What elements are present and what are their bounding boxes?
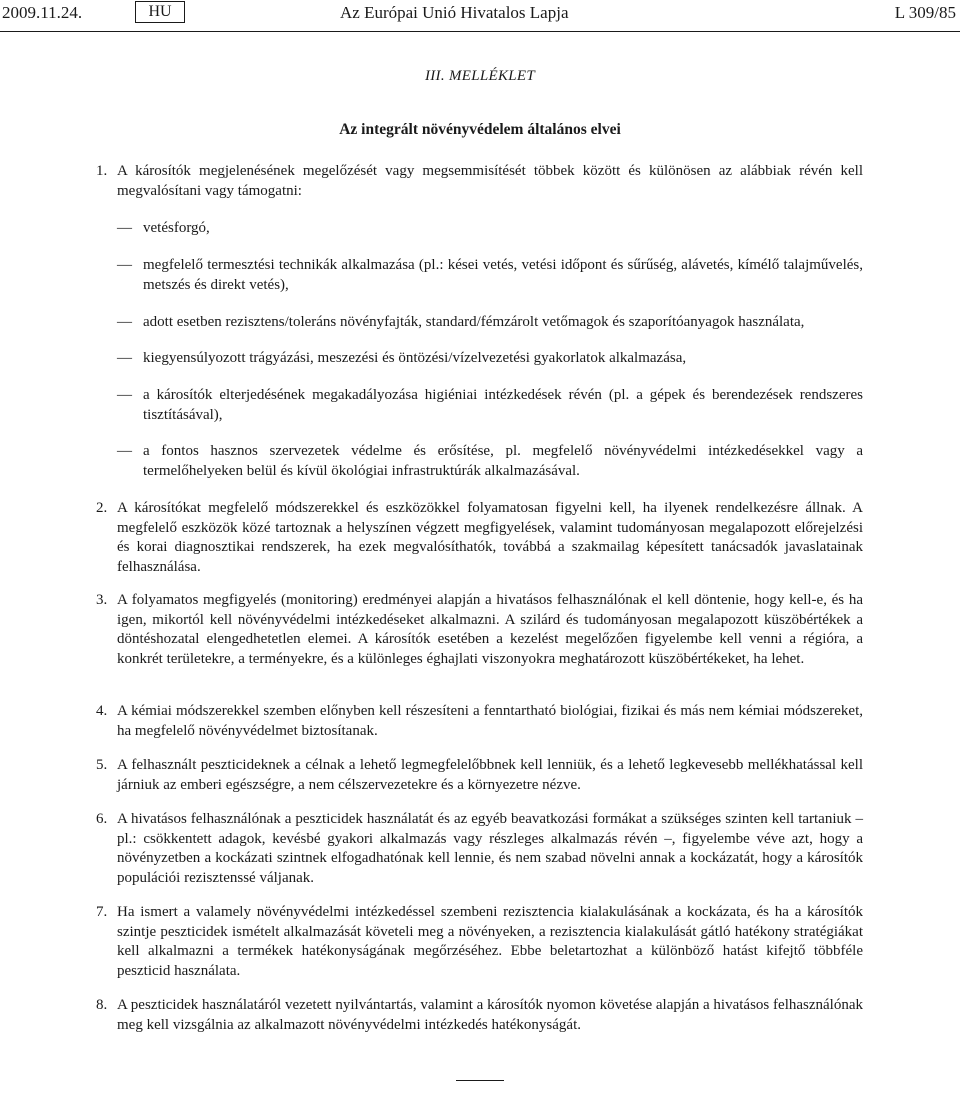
dash-item-text: vetésforgó, <box>143 220 210 236</box>
dash-mark: — <box>117 257 132 273</box>
item-text: Ha ismert a valamely növényvédelmi intézkedéssel szembeni rezisztencia kialakulásának a kockázata, és ha a károsítók szintje peszticidek ismételt alkalmazását követeli meg a növényeken, a rezisztencia kialakulását gátló hatékony stratégiákat kell alkalmazni a termékek hatékonyságának megőrzéséhez. Ebbe beletartozhat a különböző hatást kifejtő többféle peszticid használata. <box>117 904 863 979</box>
item-text: A károsítók megjelenésének megelőzését vagy megsemmisítését többek között és különösen az alábbiak révén kell megvalósítani vagy támogatni: <box>117 163 863 199</box>
list-item <box>96 996 863 1035</box>
header-rule <box>0 31 960 32</box>
item-number: 1. <box>96 163 108 179</box>
dash-item-text: adott esetben rezisztens/toleráns növényfajták, standard/fémzárolt vetőmagok és szaporítóanyagok használata, <box>143 314 805 330</box>
item-number: 8. <box>96 997 108 1013</box>
dash-item <box>117 442 863 481</box>
dash-mark: — <box>117 220 132 236</box>
annex-heading: III. MELLÉKLET <box>424 68 536 84</box>
list-item <box>96 162 863 201</box>
dash-item-text: kiegyensúlyozott trágyázási, meszezési és öntözési/vízelvezetési gyakorlatok alkalmazása, <box>143 350 687 366</box>
item-number: 3. <box>96 592 108 608</box>
list-item <box>96 810 863 888</box>
footer-rule <box>456 1080 504 1081</box>
item-text: A hivatásos felhasználónak a peszticidek használatát és az egyéb beavatkozási formákat a szükséges szinten kell tartaniuk – pl.: csökkentett adagok, kevésbé gyakori alkalmazás vagy részleges alkalmazás révén –, figyelembe véve azt, hogy a növényzetben a kockázati szintnek elfogadhatónak kell lennie, és nem szabad növelni annak a kockázatát, hogy a károsítók populációi rezisztenssé váljanak. <box>117 811 863 886</box>
page-reference: L 309/85 <box>894 3 956 22</box>
item-text: A felhasznált peszticideknek a célnak a lehető legmegfelelőbbnek kell lenniük, és a lehető legkevesebb mellékhatással kell járniuk az emberi egészségre, a nem célszervezetekre és a környezetre nézve. <box>117 757 863 793</box>
dash-item <box>117 256 863 295</box>
dash-item-text: megfelelő termesztési technikák alkalmazása (pl.: kései vetés, vetési időpont és sűrűség, alávetés, kímélő talajművelés, metszés és direkt vetés), <box>143 257 863 293</box>
item-text: A peszticidek használatáról vezetett nyilvántartás, valamint a károsítók nyomon követése alapján a hivatásos felhasználónak meg kell vizsgálnia az alkalmazott növényvédelmi intézkedés hatékonyságát. <box>117 997 863 1033</box>
dash-mark: — <box>117 387 132 403</box>
dash-item <box>117 313 863 333</box>
list-item <box>96 756 863 795</box>
publication-date: 2009.11.24. <box>2 3 83 22</box>
item-text: A folyamatos megfigyelés (monitoring) eredményei alapján a hivatásos felhasználónak el kell döntenie, hogy kell-e, és ha igen, mikortól kell növényvédelmi intézkedéseket alkalmazni. A szilárd és tudományosan megalapozott küszöbértékek a döntéshozatal elengedhetetlen elemei. A károsítók esetében a kezelést megelőzően figyelembe kell venni a régióra, a konkrét területekre, a terményekre, és a különleges éghajlati viszonyokra meghatározott küszöbértékeket, ha lehet. <box>117 592 863 667</box>
dash-item <box>117 386 863 425</box>
dash-item-text: a károsítók elterjedésének megakadályozása higiéniai intézkedések révén (pl. a gépek és berendezések rendszeres tisztításával), <box>143 387 863 423</box>
dash-item <box>117 219 863 239</box>
language-code-box: HU <box>135 1 185 23</box>
dash-mark: — <box>117 443 132 459</box>
item-number: 4. <box>96 703 108 719</box>
dash-mark: — <box>117 314 132 330</box>
list-item <box>96 591 863 669</box>
page-header <box>0 0 960 30</box>
list-item <box>96 499 863 577</box>
list-item <box>96 903 863 981</box>
list-item <box>96 702 863 741</box>
dash-item <box>117 349 863 369</box>
item-number: 6. <box>96 811 108 827</box>
item-text: A károsítókat megfelelő módszerekkel és eszközökkel folyamatosan figyelni kell, ha ilyenek rendelkezésre állnak. A megfelelő eszközök közé tartoznak a helyszínen végzett megfigyelések, valamint tudományosan megalapozott előrejelzési és korai diagnosztikai rendszerek, ha ezek megvalósíthatók, továbbá a szakmailag képesített tanácsadók javaslatainak felhasználása. <box>117 500 863 575</box>
dash-item-text: a fontos hasznos szervezetek védelme és erősítése, pl. megfelelő növényvédelmi intézkedésekkel vagy a termelőhelyeken belül és kívül ökológiai infrastruktúrák alkalmazásával. <box>143 443 863 479</box>
item-number: 5. <box>96 757 108 773</box>
document-title: Az integrált növényvédelem általános elvei <box>339 121 621 138</box>
item-number: 7. <box>96 904 108 920</box>
dash-mark: — <box>117 350 132 366</box>
item-text: A kémiai módszerekkel szemben előnyben kell részesíteni a fenntartható biológiai, fizikai és más nem kémiai módszereket, ha megfelelő növényvédelmet biztosítanak. <box>117 703 863 739</box>
item-number: 2. <box>96 500 108 516</box>
journal-title: Az Európai Unió Hivatalos Lapja <box>340 3 569 22</box>
